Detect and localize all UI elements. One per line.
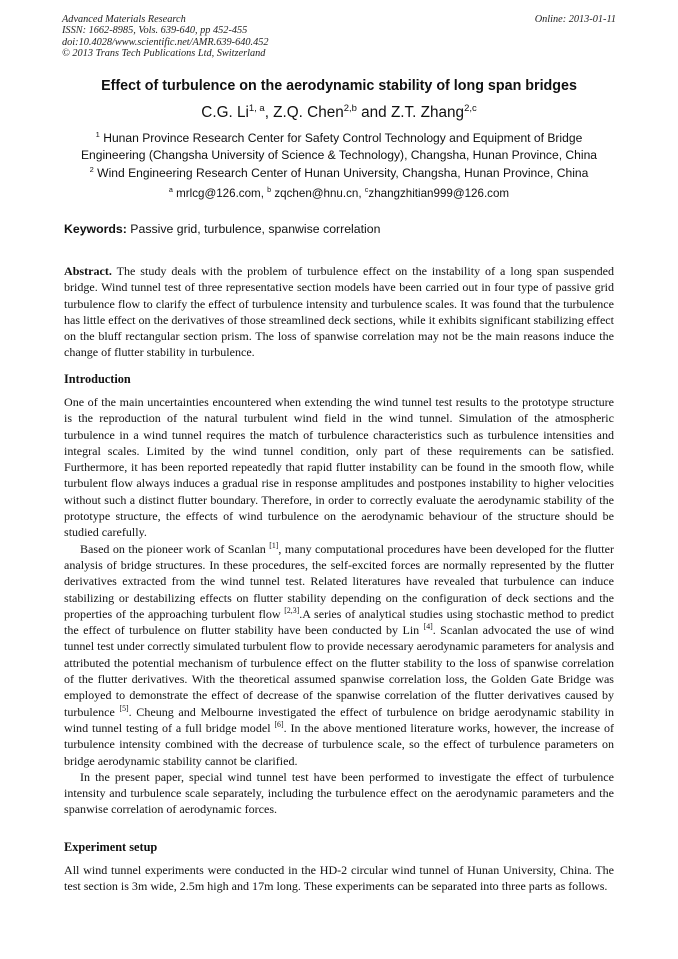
affiliation-text: Hunan Province Research Center for Safety Control Technology and Equipment of Bridge [99,131,583,145]
affiliation-number: 2 [89,164,94,174]
paper-title: Effect of turbulence on the aerodynamic stability of long span bridges [101,78,577,94]
email-c: zhangzhitian999@126.com [368,187,510,200]
section-heading-introduction: Introduction [64,372,131,386]
paragraph [64,541,614,769]
author-affiliation-mark: 2,b [343,102,357,114]
email-a: mrlcg@126.com, [172,187,268,200]
keywords [64,222,380,236]
paragraph: All wind tunnel experiments were conducted in the HD-2 circular wind tunnel of Hunan University, China. The test section is 3m wide, 2.5m high and 17m long. These experiments can be separated into three parts as follows. [64,863,614,894]
affiliation-number: 1 [95,129,100,139]
author-name: C.G. Li [201,104,249,121]
affiliation-1 [0,130,678,163]
citation: [5] [119,703,129,713]
page-header [62,14,616,59]
affiliation-text: Wind Engineering Research Center of Hunan University, Changsha, Hunan Province, China [93,166,589,180]
author-list [0,104,678,122]
email-mark: b [267,185,272,195]
citation: [6] [274,719,284,729]
experiment-body [64,862,614,895]
keywords-label: Keywords: [64,222,127,236]
citation: [4] [423,622,433,632]
email-mark: a [168,185,173,195]
journal-name: Advanced Materials Research [62,14,186,25]
email-mark: c [364,185,369,195]
online-date: Online: 2013-01-11 [534,14,616,25]
doi-line: doi:10.4028/www.scientific.net/AMR.639-640.452 [62,36,269,48]
author-name: and Z.T. Zhang [356,104,465,121]
paragraph: One of the main uncertainties encountered when extending the wind tunnel test results to the prototype structure is the reproduction of the natural turbulent wind field in the wind tunnel. Simulation of the atmospheric turbulence in a wind tunnel requires the match of turbulence characteristics such as turbulence intensities and integral scales. Limited by the wind tunnel condition, only part of these requirements can be satisfied. Furthermore, it has been reported repeatedly that rapid flutter instability can be found in the smooth flow, while turbulent flow always induces a gradual rise in response amplitudes and postpones instability to higher velocities without such a distinct flutter boundary. Therefore, in order to correctly evaluate the aerodynamic stability of the prototype structure, the effects of wind turbulence on the aerodynamic behaviour of the structure should be studied carefully. [64,395,614,540]
author-name: , Z.Q. Chen [264,104,344,121]
paragraph: In the present paper, special wind tunnel test have been performed to investigate the effect of turbulence intensity and turbulence scale separately, including the turbulence effect on the aerodynamic parameters and the spanwise correlation of aerodynamic forces. [64,769,614,817]
paragraph-text: .A series of analytical studies using stochastic method to predict the effect of turbulence on flutter stability have been conducted by Lin [64,606,615,638]
abstract [64,263,614,361]
citation: [1] [269,540,279,550]
paragraph-text: . In the above mentioned literature works, however, the increase of turbulence intensity combined with the decrease of turbulence scale, so the effect of turbulence parameters on bridge aerodynamic stability cannot be clarified. [64,720,614,768]
keywords-text: Passive grid, turbulence, spanwise correlation [126,222,381,236]
author-emails [0,187,678,200]
author-affiliation-mark: 1, a [248,102,265,114]
copyright-line: © 2013 Trans Tech Publications Ltd, Switzerland [62,47,266,59]
section-heading-experiment-setup: Experiment setup [64,840,158,854]
abstract-label: Abstract. [64,264,112,278]
paragraph-text: . Cheung and Melbourne investigated the effect of turbulence on bridge aerodynamic stability in wind tunnel testing of a full bridge model [64,704,614,735]
citation: [2,3] [284,605,300,615]
affiliation-2 [0,165,678,182]
abstract-text: The study deals with the problem of turbulence effect on the instability of a long span suspended bridge. Wind tunnel test of three representative section models have been carried out in four type of passive grid turbulence flow to clarify the effect of turbulence intensity and turbulence scales. It was found that the turbulence has little effect on the derivatives of those streamlined deck sections, while it exhibits significant stabilizing effect on the bluff rectangular section prism. The loss of spanwise correlation may not be the main reasons induce the change of flutter stability in turbulence. [64,264,614,360]
paragraph-text: Based on the pioneer work of Scanlan [80,541,270,556]
paragraph-text: , many computational procedures have been developed for the flutter analysis of bridge structures. In these procedures, the self-excited forces are normally represented by the flutter derivatives extracted from the wind tunnel test. Related literatures have revealed that turbulence can induce stabilizing or destabilizing effects on flutter stability depending on the configuration of deck sections and the properties of the approaching turbulent flow [64,541,614,621]
issn-line: ISSN: 1662-8985, Vols. 639-640, pp 452-455 [62,25,248,37]
author-affiliation-mark: 2,c [464,102,477,114]
email-b: zqchen@hnu.cn, [271,187,365,200]
introduction-body [64,394,614,818]
affiliation-text: Engineering (Changsha University of Science & Technology), Changsha, Hunan Province, China [80,147,598,162]
paragraph-text: . Scanlan advocated the use of wind tunnel test under correctly simulated turbulent flow to provide necessary aerodynamic parameters for analysis and attributed the potential mechanism of turbulence effect on the flutter stability to the loss of spanwise correlation of the flutter derivatives. With the theoretical assumed spanwise correlation loss, the Golden Gate Bridge was employed to demonstrate the effect of decrease of the spanwise correlation of the flutter derivatives caused by turbulence [64,623,614,719]
